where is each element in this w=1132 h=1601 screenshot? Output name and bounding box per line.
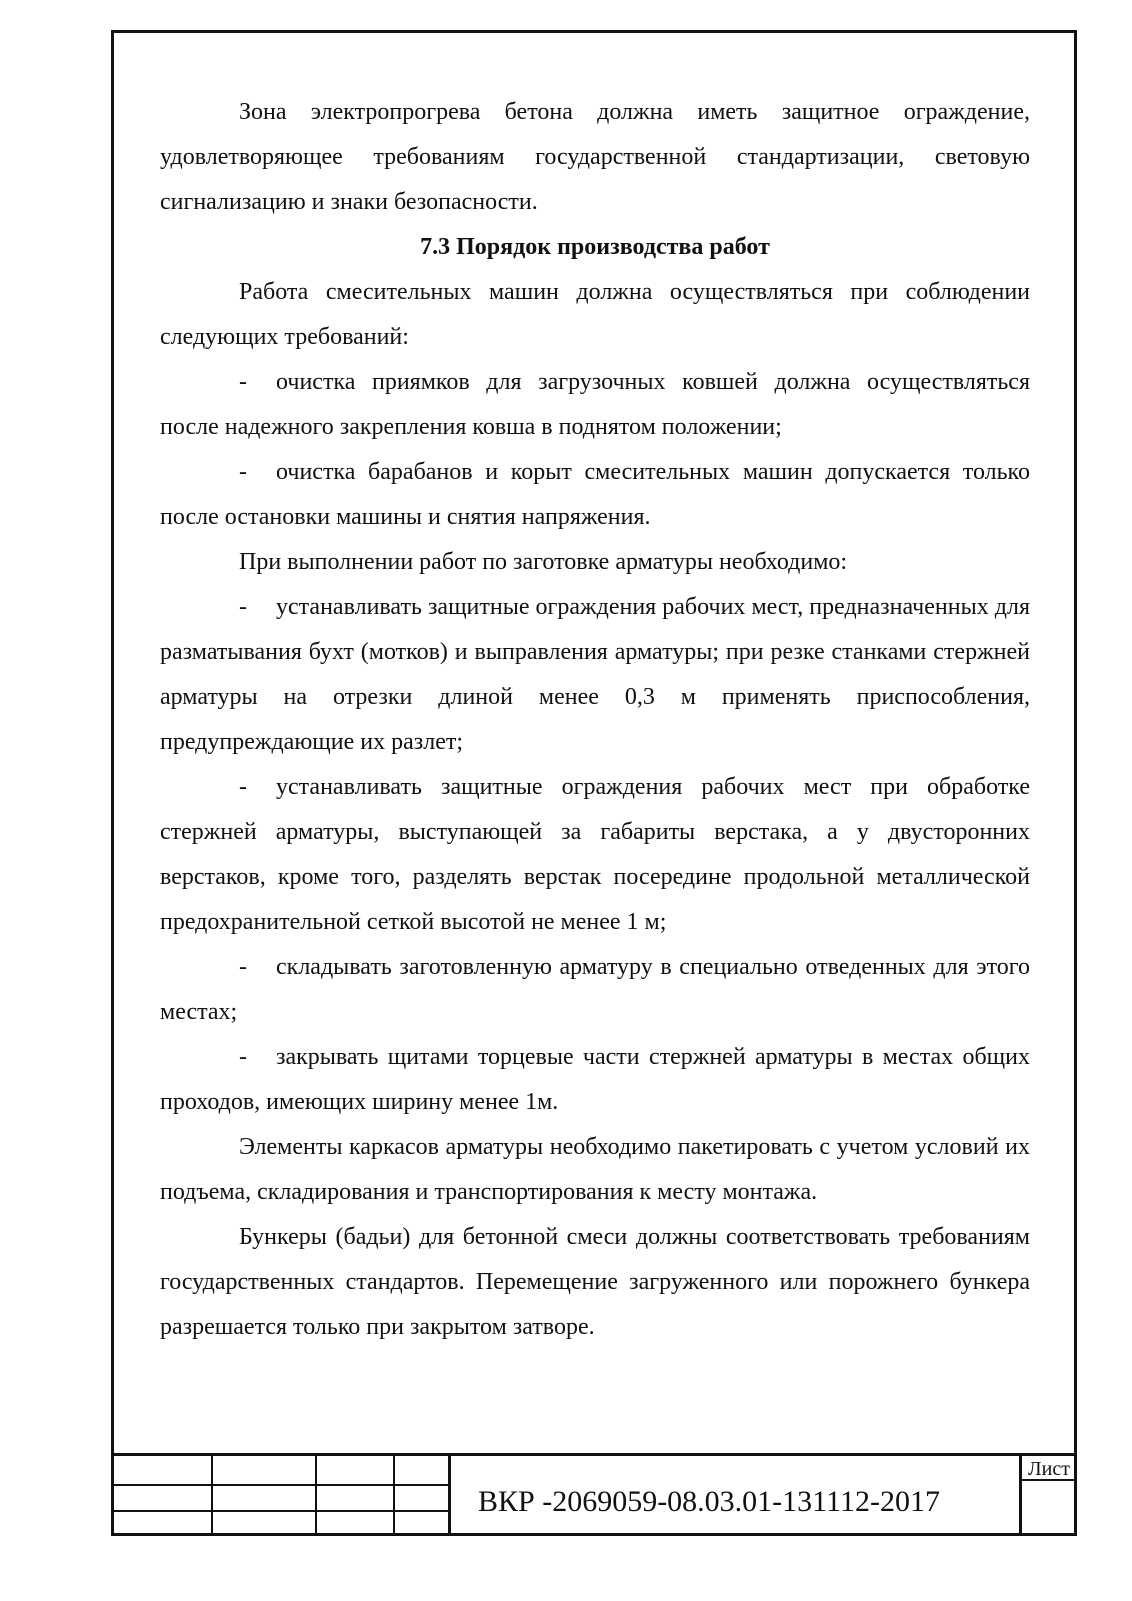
list-marker: - [239,594,247,620]
list-item-text: устанавливать защитные ограждения рабочих мест, предназначенных для разматывания бухт (мотков) и выправления арматуры; при резке станками стержней арматуры на отрезки длиной менее 0,3 м применять приспособления, предупреждающие их разлет; [160,594,1030,755]
list-item [160,945,1030,1035]
paragraph: При выполнении работ по заготовке арматуры необходимо: [239,549,848,575]
document-body [160,90,1030,1350]
stamp-top-border [111,1453,1077,1456]
stamp-col-line [315,1455,317,1536]
list-item [160,765,1030,945]
list-item [160,585,1030,765]
paragraph: Работа смесительных машин должна осуществляться при соблюдении следующих требований: [160,279,1030,350]
stamp-col-line [1019,1455,1022,1536]
section-heading: 7.3 Порядок производства работ [420,234,770,260]
list-item-text: закрывать щитами торцевые части стержней арматуры в местах общих проходов, имеющих ширину менее 1м. [160,1044,1030,1115]
sheet-label: Лист [1028,1458,1070,1480]
paragraph: Элементы каркасов арматуры необходимо пакетировать с учетом условий их подъема, складирования и транспортирования к месту монтажа. [160,1134,1030,1205]
stamp-col-line [448,1455,451,1536]
list-item-text: устанавливать защитные ограждения рабочих мест при обработке стержней арматуры, выступающей за габариты верстака, а у двусторонних верстаков, кроме того, разделять верстак посередине продольной металлической предохранительной сеткой высотой не менее 1 м; [160,774,1030,935]
paragraph: Зона электропрогрева бетона должна иметь защитное ограждение, удовлетворяющее требованиям государственной стандартизации, световую сигнализацию и знаки безопасности. [160,99,1030,215]
list-marker: - [239,369,247,395]
list-item [160,450,1030,540]
list-item-text: очистка барабанов и корыт смесительных машин допускается только после остановки машины и снятия напряжения. [160,459,1030,530]
list-item [160,360,1030,450]
list-marker: - [239,1044,247,1070]
list-item-text: очистка приямков для загрузочных ковшей должна осуществляться после надежного закрепления ковша в поднятом положении; [160,369,1030,440]
paragraph: Бункеры (бадьи) для бетонной смеси должны соответствовать требованиям государственных стандартов. Перемещение загруженного или порожнего бункера разрешается только при закрытом затворе. [160,1224,1030,1340]
list-item-text: складывать заготовленную арматуру в специально отведенных для этого местах; [160,954,1030,1025]
stamp-col-line [393,1455,395,1536]
stamp-row-line [111,1484,449,1486]
stamp-row-line [111,1510,449,1512]
list-marker: - [239,774,247,800]
list-marker: - [239,954,247,980]
list-marker: - [239,459,247,485]
list-item [160,1035,1030,1125]
stamp-col-line [211,1455,213,1536]
document-code: ВКР -2069059-08.03.01-131112-2017 [478,1485,940,1518]
